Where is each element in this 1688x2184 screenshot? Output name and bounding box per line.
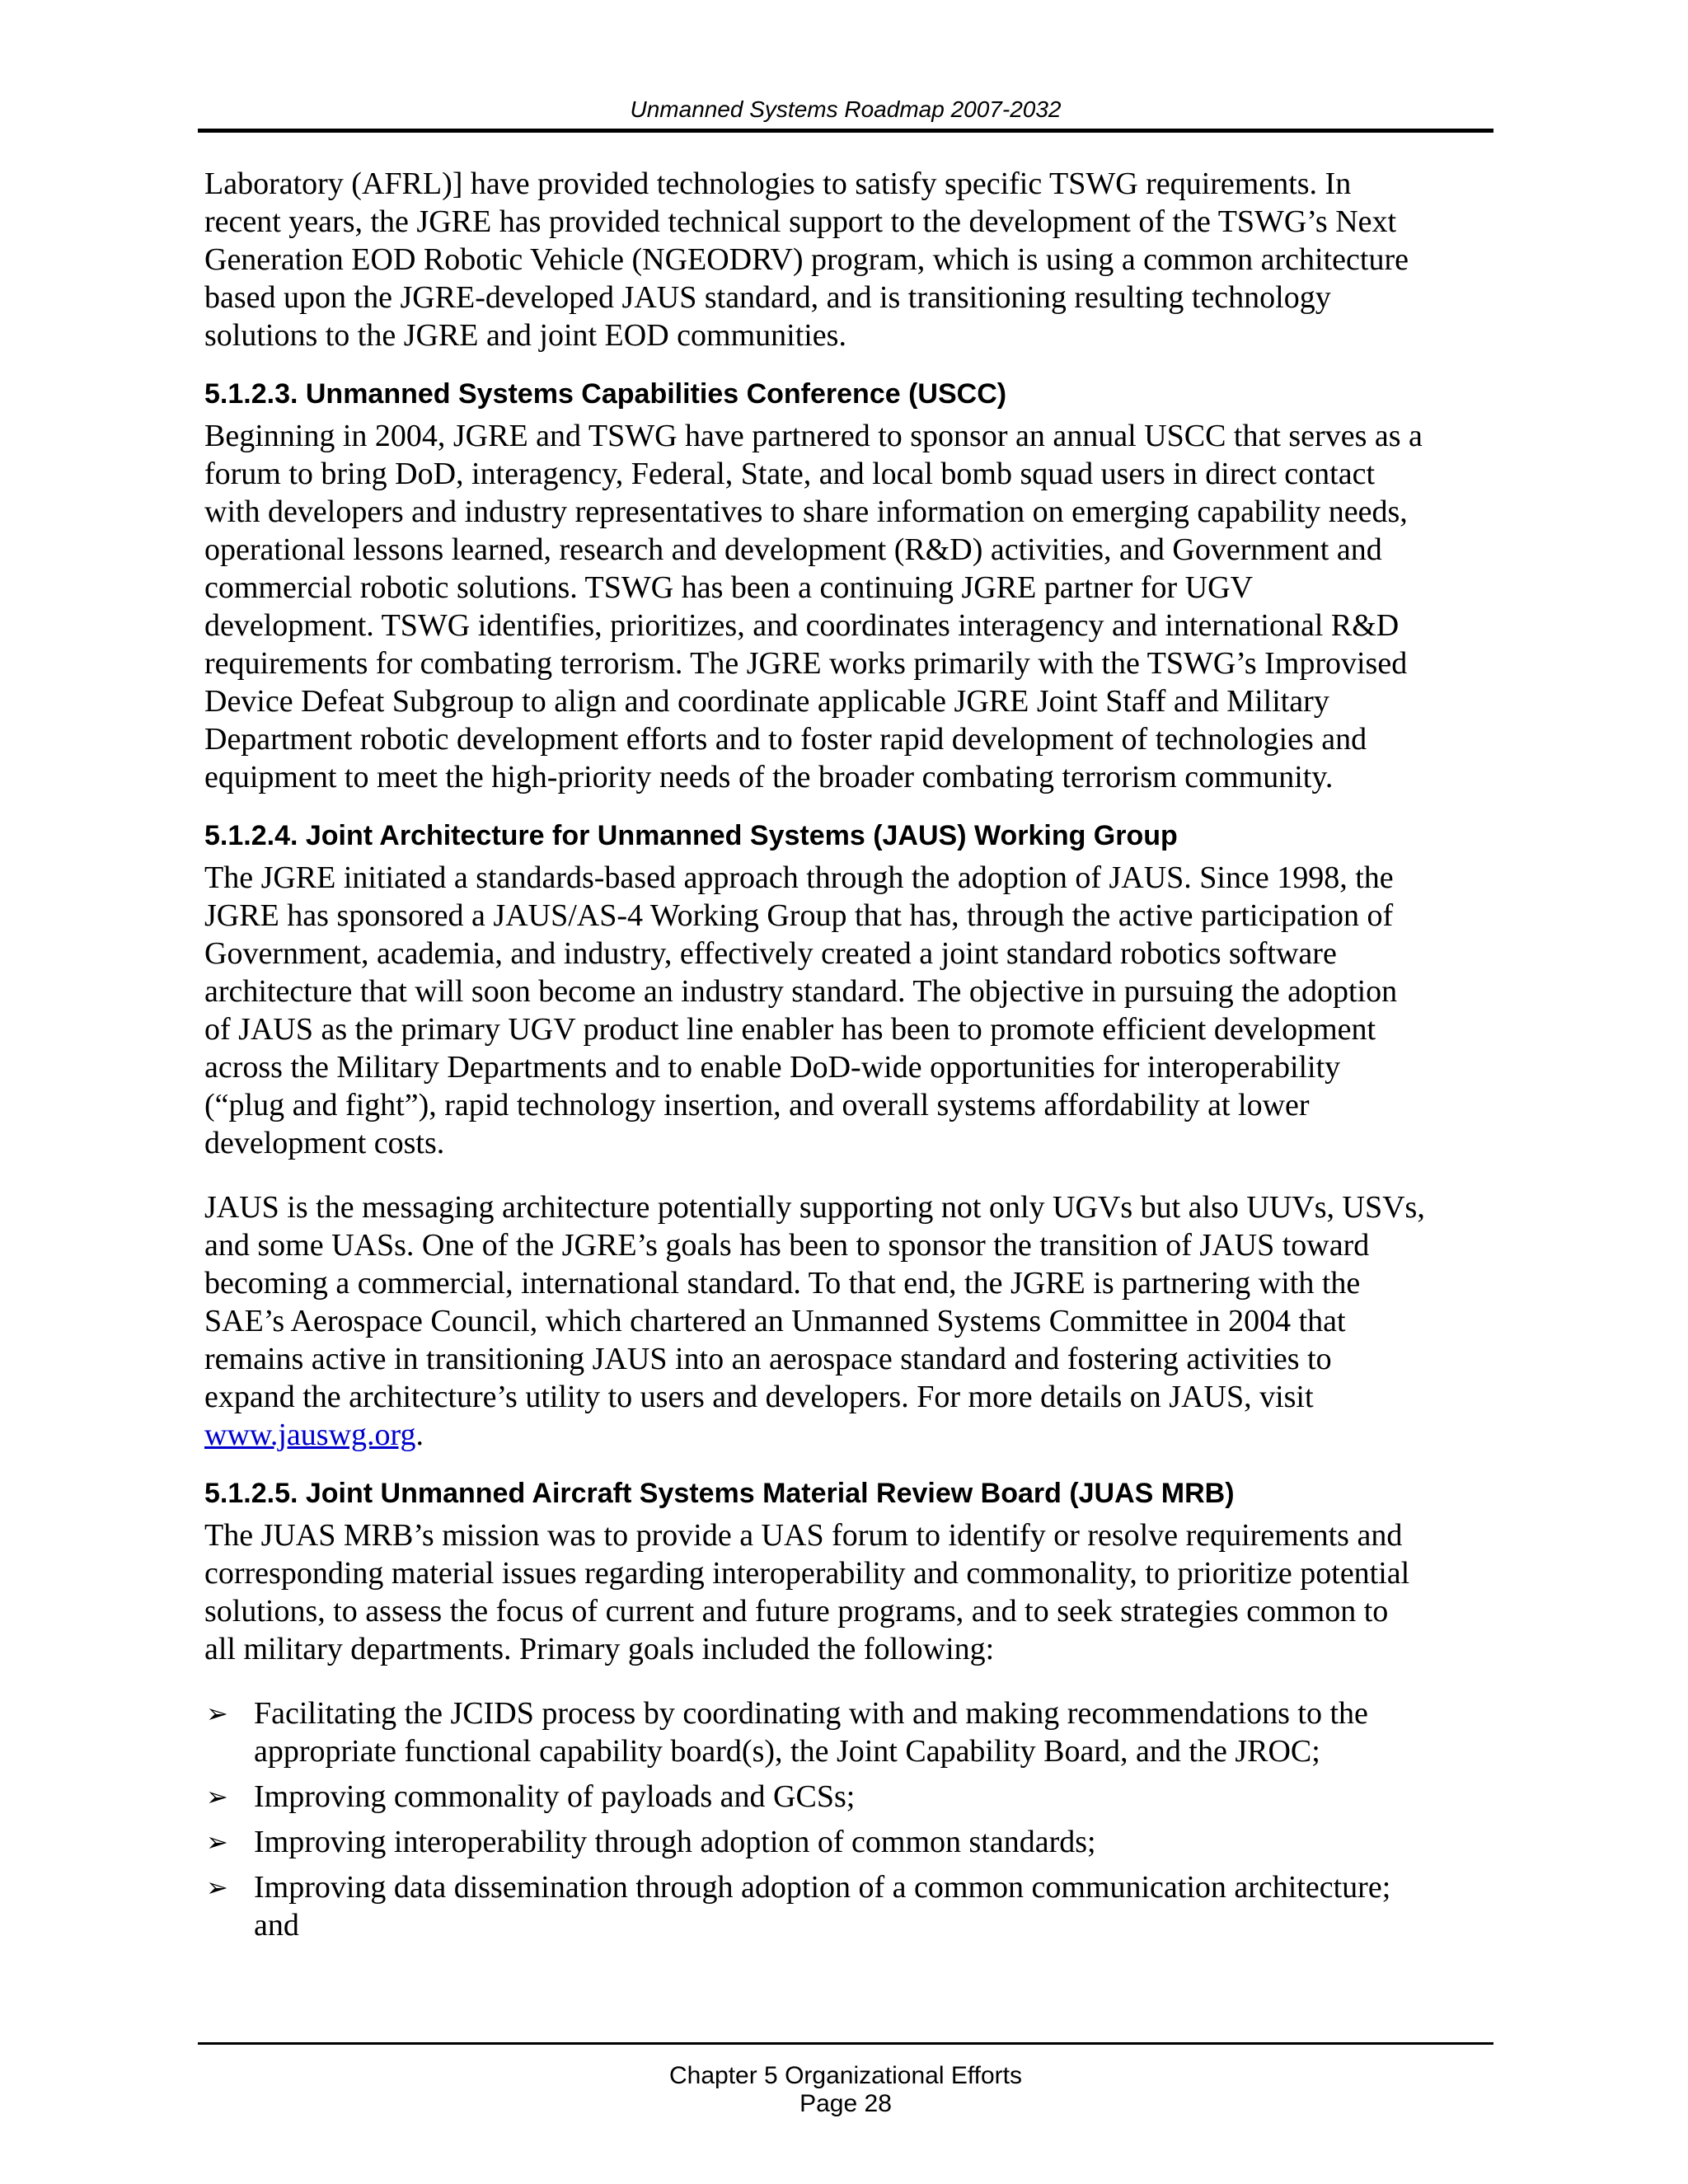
arrow-bullet-icon: ➢ <box>206 1872 228 1903</box>
list-item <box>204 1868 1498 1944</box>
heading-5-1-2-3: 5.1.2.3. Unmanned Systems Capabilities Conference (USCC) <box>204 378 1007 410</box>
arrow-bullet-icon: ➢ <box>206 1781 228 1812</box>
page-content <box>204 165 1498 1952</box>
link-suffix: . <box>415 1418 424 1452</box>
jaus-paragraph-1: The JGRE initiated a standards-based approach through the adoption of JAUS. Since 1998, the JGRE has sponsored a JAUS/AS-4 Working Group that has, through the active participation of Government, academia, and industry, effectively created a joint standard robotics software architecture that will soon become an industry standard. The objective in pursuing the adoption of JAUS as the primary UGV product line enabler has been to promote efficient development across the Military Departments and to enable DoD-wide opportunities for interoperability (“plug and fight”), rapid technology insertion, and overall systems affordability at lower development costs. <box>204 860 1398 1160</box>
list-item <box>204 1778 1498 1816</box>
list-item-text: Improving interoperability through adoption of common standards; <box>254 1825 1096 1859</box>
list-item-text: Improving commonality of payloads and GCSs; <box>254 1779 856 1814</box>
footer-chapter: Chapter 5 Organizational Efforts <box>668 2062 1022 2089</box>
arrow-bullet-icon: ➢ <box>206 1698 228 1729</box>
jaus-paragraph-2-text: JAUS is the messaging architecture potentially supporting not only UGVs but also UUVs, USVs, and some UASs. One of the JGRE’s goals has been to sponsor the transition of JAUS toward becoming a commercial, international standard. To that end, the JGRE is partnering with the SAE’s Aerospace Council, which chartered an Unmanned Systems Committee in 2004 that remains active in transitioning JAUS into an aerospace standard and fostering activities to expand the architecture’s utility to users and developers. For more details on JAUS, visit <box>204 1190 1425 1414</box>
list-item-text: Facilitating the JCIDS process by coordinating with and making recommendations to the appropriate functional capability board(s), the Joint Capability Board, and the JROC; <box>254 1696 1368 1769</box>
list-item <box>204 1823 1498 1861</box>
footer-rule <box>198 2042 1493 2045</box>
goals-list <box>204 1694 1498 1944</box>
heading-5-1-2-5: 5.1.2.5. Joint Unmanned Aircraft Systems Material Review Board (JUAS MRB) <box>204 1478 1235 1509</box>
running-header: Unmanned Systems Roadmap 2007-2032 <box>630 96 1062 122</box>
intro-paragraph: Laboratory (AFRL)] have provided technologies to satisfy specific TSWG requirements. In recent years, the JGRE has provided technical support to the development of the TSWG’s Next Generation EOD Robotic Vehicle (NGEODRV) program, which is using a common architecture based upon the JGRE-developed JAUS standard, and is transitioning resulting technology solutions to the JGRE and joint EOD communities. <box>204 166 1409 353</box>
arrow-bullet-icon: ➢ <box>206 1826 228 1858</box>
list-item <box>204 1694 1498 1770</box>
juas-mrb-paragraph: The JUAS MRB’s mission was to provide a UAS forum to identify or resolve requirements and corresponding material issues regarding interoperability and commonality, to prioritize potential solutions, to assess the focus of current and future programs, and to seek strategies common to all military departments. Primary goals included the following: <box>204 1518 1410 1666</box>
uscc-paragraph: Beginning in 2004, JGRE and TSWG have partnered to sponsor an annual USCC that serves as a forum to bring DoD, interagency, Federal, State, and local bomb squad users in direct contact with developers and industry representatives to share information on emerging capability needs, operational lessons learned, research and development (R&D) activities, and Government and commercial robotic solutions. TSWG has been a continuing JGRE partner for UGV development. TSWG identifies, prioritizes, and coordinates interagency and international R&D requirements for combating terrorism. The JGRE works primarily with the TSWG’s Improvised Device Defeat Subgroup to align and coordinate applicable JGRE Joint Staff and Military Department robotic development efforts and to foster rapid development of technologies and equipment to meet the high-priority needs of the broader combating terrorism community. <box>204 419 1423 794</box>
footer-page-number: Page 28 <box>799 2090 892 2117</box>
jaus-paragraph-2 <box>204 1188 1498 1454</box>
list-item-text: Improving data dissemination through adoption of a common communication architecture; and <box>254 1870 1391 1943</box>
jauswg-link[interactable]: www.jauswg.org <box>204 1418 416 1452</box>
running-footer <box>198 2062 1493 2118</box>
header-rule <box>198 129 1493 133</box>
heading-5-1-2-4: 5.1.2.4. Joint Architecture for Unmanned Systems (JAUS) Working Group <box>204 820 1178 851</box>
